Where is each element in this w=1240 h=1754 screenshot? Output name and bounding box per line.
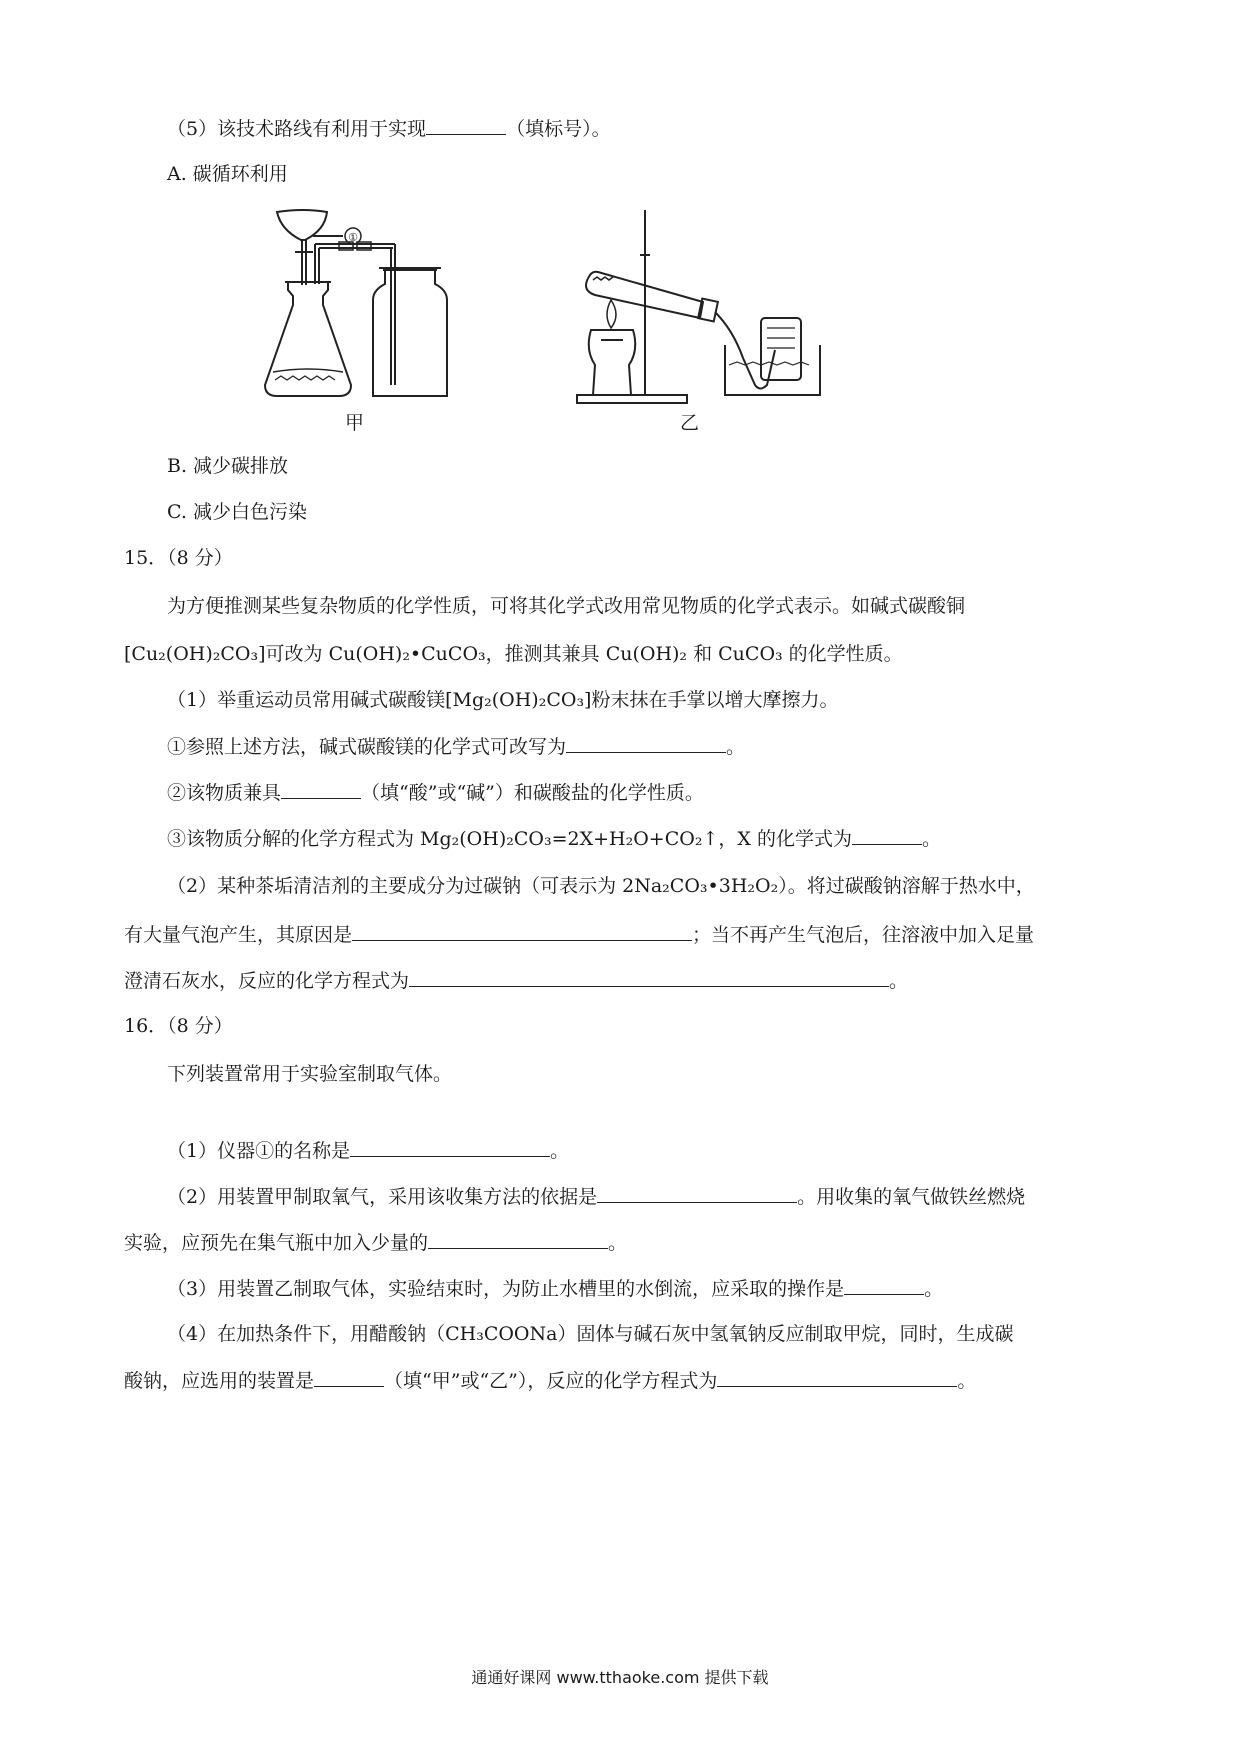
q16-header: 16．（8 分） (124, 1015, 233, 1037)
figure-label-yi: 乙 (680, 412, 700, 434)
q15-header: 15．（8 分） (124, 547, 233, 569)
q14-option-b: B. 减少碳排放 (167, 455, 289, 477)
page-footer: 通通好课网 www.tthaoke.com 提供下载 (471, 1668, 769, 1687)
q16-part3: （3）用装置乙制取气体，实验结束时，为防止水槽里的水倒流，应采取的操作是 。 (167, 1274, 943, 1303)
q15-part2-line2: 有大量气泡产生，其原因是 ；当不再产生气泡后，往溶液中加入足量 (124, 920, 1034, 949)
q16-part4-line1: （4）在加热条件下，用醋酸钠（CH₃COONa）固体与碱石灰中氢氧钠反应制取甲烷，同时，生成碳 (167, 1323, 1014, 1345)
answer-blank[interactable] (844, 1274, 924, 1295)
answer-blank[interactable] (409, 966, 889, 987)
answer-blank[interactable] (426, 114, 506, 135)
q16-part1: （1）仪器①的名称是 。 (167, 1136, 569, 1165)
stand-base (577, 395, 687, 403)
answer-blank[interactable] (428, 1228, 608, 1249)
apparatus-figure (255, 200, 855, 440)
answer-blank[interactable] (350, 1136, 550, 1157)
gas-bottle-icon (373, 270, 447, 396)
q15-sub1: ①参照上述方法，碱式碳酸镁的化学式可改写为 。 (167, 732, 745, 761)
q14-option-c: C. 减少白色污染 (167, 501, 307, 523)
svg-text:①: ① (348, 231, 358, 244)
answer-blank[interactable] (314, 1366, 384, 1387)
q15-intro-line1: 为方便推测某些复杂物质的化学性质，可将其化学式改用常见物质的化学式表示。如碱式碳酸铜 (167, 595, 966, 617)
answer-blank[interactable] (281, 778, 361, 799)
q15-part2-line1: （2）某种茶垢清洁剂的主要成分为过碳钠（可表示为 2Na₂CO₃•3H₂O₂）。将过碳酸钠溶解于热水中， (167, 875, 1035, 897)
answer-blank[interactable] (717, 1366, 957, 1387)
flask-icon (265, 282, 351, 396)
q15-sub2: ②该物质兼具 （填“酸”或“碱”）和碳酸盐的化学性质。 (167, 778, 704, 807)
q16-part2-line2: 实验，应预先在集气瓶中加入少量的 。 (124, 1228, 627, 1257)
answer-blank[interactable] (566, 732, 726, 753)
q16-part2-line1: （2）用装置甲制取氧气，采用该收集方法的依据是 。用收集的氧气做铁丝燃烧 (167, 1182, 1025, 1211)
inverted-bottle-icon (761, 318, 801, 380)
q14-part5: （5）该技术路线有利用于实现 （填标号）。 (167, 114, 611, 143)
answer-blank[interactable] (352, 920, 692, 941)
q15-intro-line2: [Cu₂(OH)₂CO₃]可改为 Cu(OH)₂•CuCO₃，推测其兼具 Cu(OH)₂ 和 CuCO₃ 的化学性质。 (124, 643, 903, 665)
q16-part4-line2: 酸钠，应选用的装置是 （填“甲”或“乙”），反应的化学方程式为 。 (124, 1366, 976, 1395)
trough-icon (725, 345, 820, 395)
figure-label-jia: 甲 (345, 412, 365, 434)
answer-blank[interactable] (852, 824, 922, 845)
q15-part1: （1）举重运动员常用碱式碳酸镁[Mg₂(OH)₂CO₃]粉末抹在手掌以增大摩擦力。 (167, 689, 839, 711)
q15-sub3: ③该物质分解的化学方程式为 Mg₂(OH)₂CO₃=2X+H₂O+CO₂↑，X 的化学式为 。 (167, 824, 941, 853)
q16-intro: 下列装置常用于实验室制取气体。 (167, 1063, 453, 1085)
q15-part2-line3: 澄清石灰水，反应的化学方程式为 。 (124, 966, 908, 995)
q14-option-a: A. 碳循环利用 (167, 163, 288, 185)
answer-blank[interactable] (597, 1182, 797, 1203)
